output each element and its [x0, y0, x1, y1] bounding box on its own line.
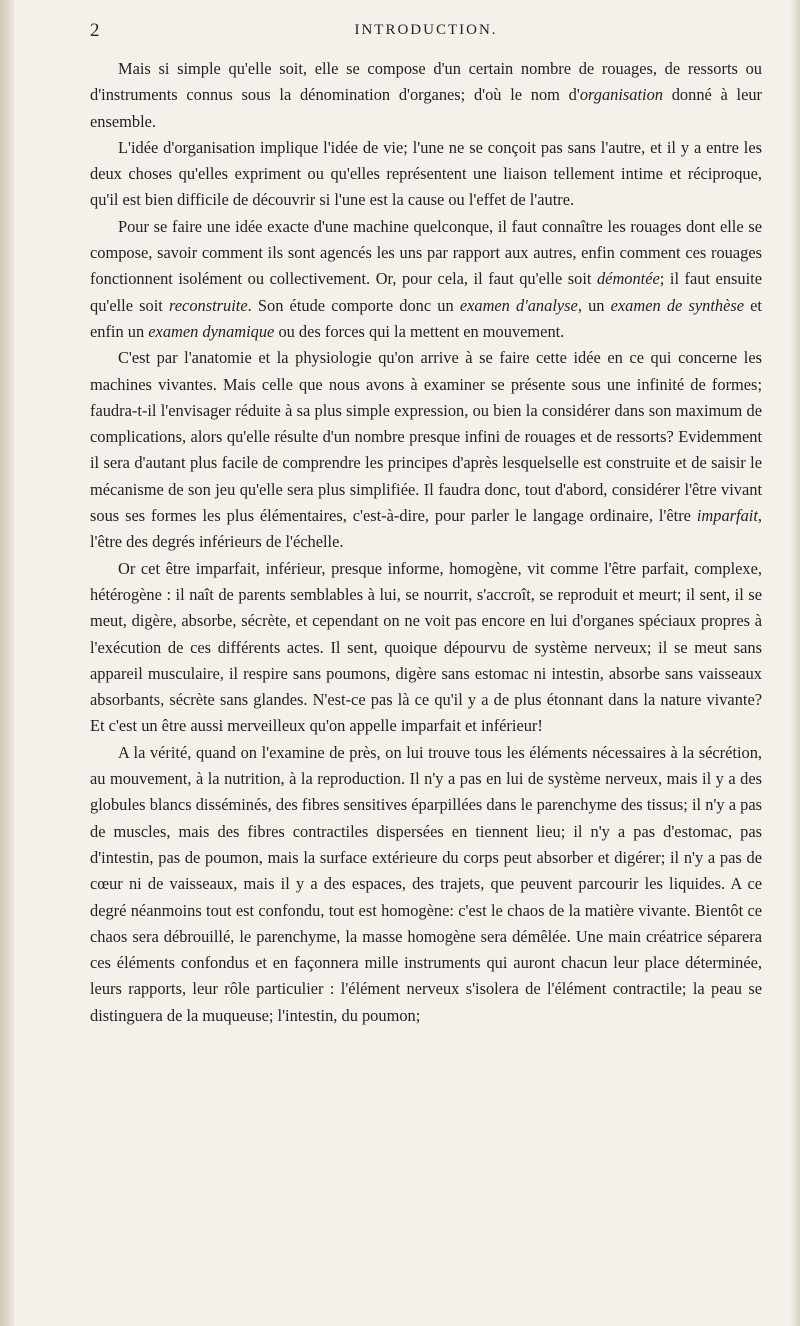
paragraph-6: A la vérité, quand on l'examine de près, on lui trouve tous les éléments nécessaires à la sécrétion, au mouvement, à la nutrition, à la reproduction. Il n'y a pas en lui de système nerveux, mais il y a des globules blancs disséminés, des fibres sensitives éparpillées dans le parenchyme des tissus; il n'y a pas de muscles, mais des fibres contractiles dispersées en tiennent lieu; il n'y a pas d'estomac, pas d'intestin, pas de poumon, mais la surface extérieure du corps peut absorber et digérer; il n'y a pas de cœur ni de vaisseaux, mais il y a des espaces, des trajets, que peuvent parcourir les liquides. A ce degré néanmoins tout est confondu, tout est homogène: c'est le chaos de la matière vivante. Bientôt ce chaos sera débrouillé, le parenchyme, la masse homogène sera démêlée. Une main créatrice séparera ces éléments confondus et en façonnera mille instruments qui auront chacun leur place déterminée, leurs rapports, leur rôle particulier : l'élément nerveux s'isolera de l'élément contractile; la peau se distinguera de la muqueuse; l'intestin, du poumon; — [90, 742, 762, 1025]
italic-term: démontée — [596, 269, 660, 289]
body-text — [90, 56, 762, 1029]
page-binding-edge — [0, 0, 14, 1326]
page-header — [90, 20, 762, 46]
italic-term: organisation — [579, 85, 663, 105]
paragraph-3: Pour se faire une idée exacte d'une machine quelconque, il faut connaître les rouages dont elle se compose, savoir comment ils sont agencés les uns par rapport aux autres, enfin comment ces rouages fonctionnent isolément ou collectivement. Or, pour cela, il faut qu'elle soit démontée; il faut ensuite qu'elle soit reconstruite. Son étude comporte donc un examen d'analyse, un examen de synthèse et enfin un examen dynamique ou des forces qui la mettent en mouvement. — [90, 216, 762, 341]
page-outer-edge — [790, 0, 800, 1326]
paragraph-2: L'idée d'organisation implique l'idée de vie; l'une ne se conçoit pas sans l'autre, et il y a entre les deux choses qu'elles expriment ou qu'elles représentent une liaison tellement intime et réciproque, qu'il est bien difficile de découvrir si l'une est la cause ou l'effet de l'autre. — [90, 137, 762, 210]
paragraph-4: C'est par l'anatomie et la physiologie qu'on arrive à se faire cette idée en ce qui concerne les machines vivantes. Mais celle que nous avons à examiner se présente sous une infinité de formes; faudra-t-il l'envisager réduite à sa plus simple expression, ou bien la considérer dans son maximum de complications, alors qu'elle résulte d'un nombre presque infini de rouages et de ressorts? Evidemment il sera d'autant plus facile de comprendre les principes d'après lesquelselle est construite et de saisir le mécanisme de son jeu qu'elle sera plus simplifiée. Il faudra donc, tout d'abord, considérer l'être vivant sous ses formes les plus élémentaires, c'est-à-dire, pour parler le langage ordinaire, l'être imparfait, l'être des degrés inférieurs de l'échelle. — [90, 348, 762, 552]
italic-term: imparfait — [696, 506, 758, 526]
paragraph-5: Or cet être imparfait, inférieur, presque informe, homogène, vit comme l'être parfait, complexe, hétérogène : il naît de parents semblables à lui, se nourrit, s'accroît, se reproduit et meurt; il sent, il se meut, digère, absorbe, sécrète, et cependant on ne voit pas encore en lui d'organes spéciaux propres à l'exécution de ces différents actes. Il sent, quoique dépourvu de système nerveux; il se meut sans appareil musculaire, il respire sans poumons, digère sans estomac ni intestin, absorbe sans vaisseaux absorbants, sécrète sans glandes. N'est-ce pas là ce qu'il y a de plus étonnant dans la nature vivante? Et c'est un être aussi merveilleux qu'on appelle imparfait et inférieur! — [90, 558, 762, 736]
italic-term: examen d'analyse — [459, 295, 578, 315]
italic-term: examen de synthèse — [610, 295, 744, 315]
paragraph-1: Mais si simple qu'elle soit, elle se compose d'un certain nombre de rouages, de ressorts ou d'instruments connus sous la dénomination d'organes; d'où le nom d'organisation donné à leur ensemble. — [90, 59, 763, 131]
italic-term: reconstruite — [169, 295, 248, 315]
italic-term: examen dynamique — [148, 321, 275, 341]
running-title: INTRODUCTION. — [354, 22, 498, 38]
page-number: 2 — [90, 20, 101, 41]
